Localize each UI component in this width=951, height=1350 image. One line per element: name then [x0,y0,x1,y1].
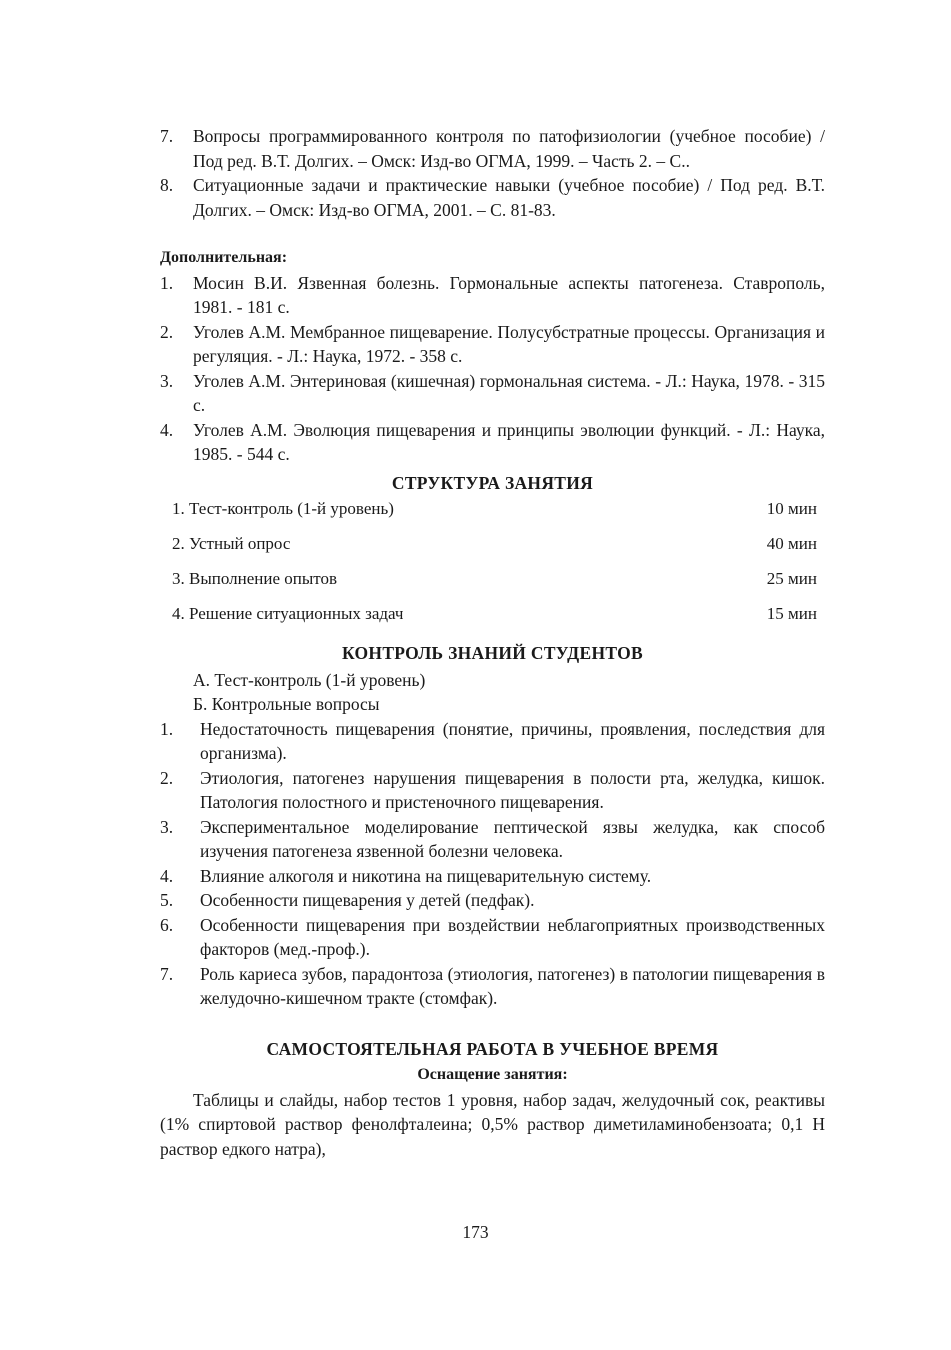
list-item [160,815,825,864]
structure-step-duration: 10 мин [766,499,817,518]
list-item-text: Ситуационные задачи и практические навыки (учебное пособие) / Под ред. В.Т. Долгих. – Омск: Изд-во ОГМА, 2001. – С. 81-83. [193,175,825,220]
list-item-text: Роль кариеса зубов, парадонтоза (этиология, патогенез) в патологии пищеварения в желудочно-кишечном тракте (стомфак). [200,963,825,1008]
list-item-number: 4. [160,865,174,886]
table-row [172,532,817,567]
list-item-number: 2. [160,321,174,342]
equipment-paragraph: Таблицы и слайды, набор тестов 1 уровня, набор задач, желудочный сок, реактивы (1% спиртовой раствор фенолфталеина; 0,5% раствор диметиламинобензоата; 0,1 Н раствор едкого натра), [160,1089,825,1159]
structure-step-duration: 25 мин [766,569,817,588]
structure-step-label: 3. Выполнение опытов [172,569,338,588]
list-item-number: 5. [160,890,174,910]
list-item [160,888,825,913]
list-item [160,913,825,962]
list-item-text: Недостаточность пищеварения (понятие, причины, проявления, последствия для организма). [200,718,825,763]
main-literature-list [160,124,825,222]
list-item-number: 4. [160,419,174,440]
list-item [160,418,825,467]
independent-work-title: САМОСТОЯТЕЛЬНАЯ РАБОТА В УЧЕБНОЕ ВРЕМЯ [266,1038,719,1059]
list-item-text: Мосин В.И. Язвенная болезнь. Гормональные аспекты патогенеза. Ставрополь, 1981. - 181 с. [193,272,825,317]
structure-step-label: 4. Решение ситуационных задач [172,604,404,623]
list-item [160,173,825,222]
structure-step-label: 2. Устный опрос [172,534,291,553]
structure-step-label: 1. Тест-контроль (1-й уровень) [172,499,394,518]
table-row [172,497,817,532]
structure-step-duration: 40 мин [766,534,817,553]
knowledge-control-title: КОНТРОЛЬ ЗНАНИЙ СТУДЕНТОВ [341,643,644,663]
list-item-number: 7. [160,963,174,984]
page-number: 173 [462,1222,489,1242]
control-questions-list [160,717,825,1011]
page-content [160,124,825,1161]
equipment-subtitle: Оснащение занятия: [417,1066,568,1083]
list-item [160,864,825,889]
list-item [160,766,825,815]
list-item-number: 3. [160,816,174,837]
list-item-number: 2. [160,767,174,788]
test-control-sublabel: А. Тест-контроль (1-й уровень) [193,669,426,690]
additional-literature-list [160,271,825,467]
control-questions-sublabel: Б. Контрольные вопросы [193,694,380,714]
list-item-text: Особенности пищеварения у детей (педфак). [200,890,535,910]
list-item [160,320,825,369]
list-item-text: Вопросы программированного контроля по патофизиологии (учебное пособие) / Под ред. В.Т. Долгих. – Омск: Изд-во ОГМА, 1999. – Часть 2. – С.. [193,126,825,171]
list-item-number: 3. [160,370,174,391]
lesson-structure-title: СТРУКТУРА ЗАНЯТИЯ [391,472,594,493]
list-item-text: Уголев А.М. Энтериновая (кишечная) гормональная система. - Л.: Наука, 1978. - 315 с. [193,370,825,415]
list-item-number: 7. [160,126,174,146]
lesson-structure-table [172,497,817,637]
list-item-text: Уголев А.М. Мембранное пищеварение. Полусубстратные процессы. Организация и регуляция. - Л.: Наука, 1972. - 358 с. [193,321,825,366]
list-item-number: 8. [160,175,174,195]
list-item [160,717,825,766]
structure-step-duration: 15 мин [766,604,817,623]
list-item-text: Особенности пищеварения при воздействии неблагоприятных производственных факторов (мед.-проф.). [200,914,825,959]
list-item-number: 1. [160,718,174,739]
list-item-text: Этиология, патогенез нарушения пищеварения в полости рта, желудка, кишок. Патология полостного и пристеночного пищеварения. [200,767,825,812]
list-item-text: Уголев А.М. Эволюция пищеварения и принципы эволюции функций. - Л.: Наука, 1985. - 544 с. [193,419,825,464]
list-item [160,369,825,418]
list-item-number: 1. [160,272,174,293]
list-item-text: Влияние алкоголя и никотина на пищеварительную систему. [200,865,652,886]
list-item-number: 6. [160,914,174,935]
additional-literature-label: Дополнительная: [160,249,288,266]
list-item-text: Экспериментальное моделирование пептической язвы желудка, как способ изучения патогенеза язвенной болезни человека. [200,816,825,861]
table-row [172,602,817,637]
list-item [160,962,825,1011]
table-row [172,567,817,602]
list-item [160,124,825,173]
list-item [160,271,825,320]
